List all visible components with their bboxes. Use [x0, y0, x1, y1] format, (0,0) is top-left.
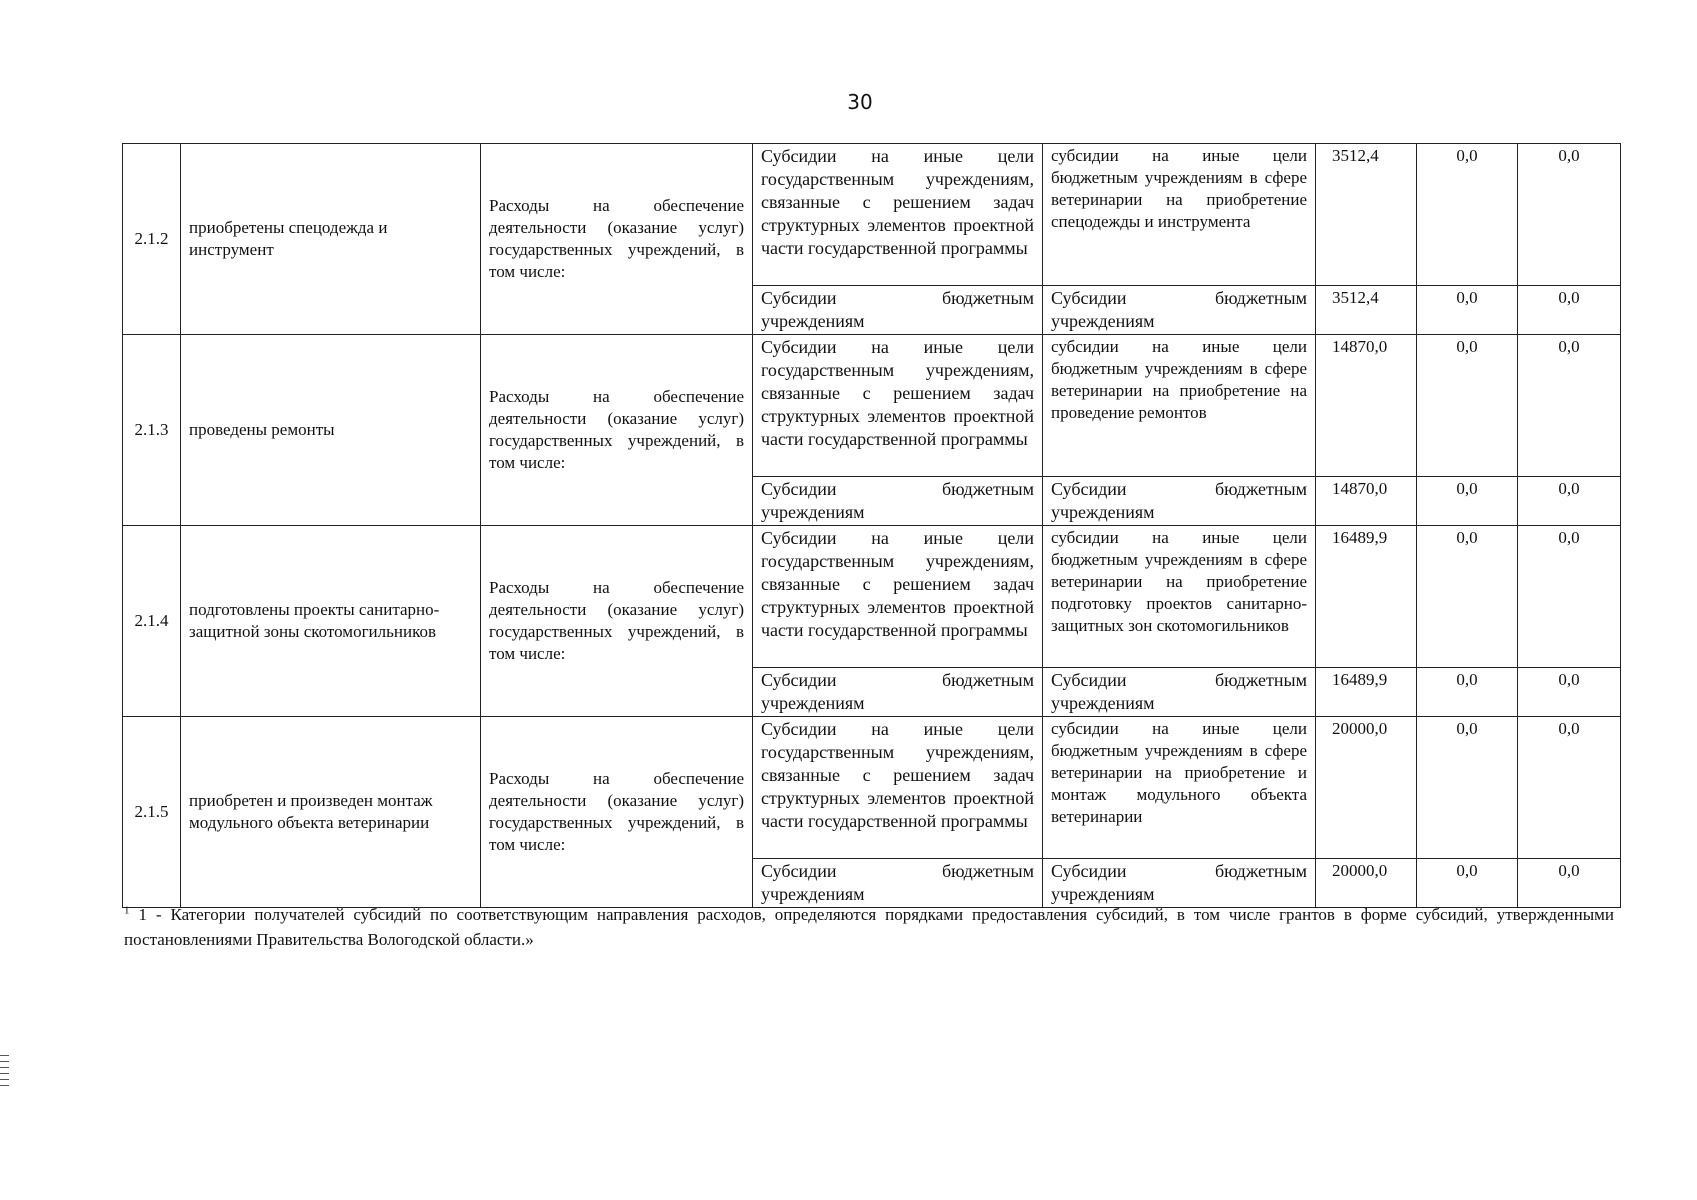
- value-year-3: 0,0: [1518, 526, 1621, 668]
- value-year-3: 0,0: [1518, 335, 1621, 477]
- funding-direction-cell: Субсидии бюджетным учреждениям: [1043, 859, 1316, 908]
- value-year-2: 0,0: [1417, 668, 1518, 717]
- funding-direction-cell: Субсидии бюджетным учреждениям: [1043, 477, 1316, 526]
- expense-cell: Расходы на обеспечение деятельности (оказание услуг) государственных учреждений, в том числе:: [481, 717, 753, 908]
- funding-direction-cell: субсидии на иные цели бюджетным учреждениям в сфере ветеринарии на приобретение на проведение ремонтов: [1043, 335, 1316, 477]
- value-year-2: 0,0: [1417, 477, 1518, 526]
- funding-source-cell: Субсидии на иные цели государственным учреждениям, связанные с решением задач структурных элементов проектной части государственной программы: [753, 717, 1043, 859]
- expense-cell: Расходы на обеспечение деятельности (оказание услуг) государственных учреждений, в том числе:: [481, 526, 753, 717]
- funding-source-cell: Субсидии бюджетным учреждениям: [753, 668, 1043, 717]
- funding-direction-cell: субсидии на иные цели бюджетным учреждениям в сфере ветеринарии на приобретение спецодежды и инструмента: [1043, 144, 1316, 286]
- margin-marks: [0, 1055, 10, 1091]
- funding-source-cell: Субсидии на иные цели государственным учреждениям, связанные с решением задач структурных элементов проектной части государственной программы: [753, 144, 1043, 286]
- value-year-1: 16489,9: [1316, 668, 1417, 717]
- value-year-3: 0,0: [1518, 477, 1621, 526]
- funding-source-cell: Субсидии на иные цели государственным учреждениям, связанные с решением задач структурных элементов проектной части государственной программы: [753, 526, 1043, 668]
- value-year-3: 0,0: [1518, 286, 1621, 335]
- table-row: [123, 335, 1621, 477]
- value-year-1: 16489,9: [1316, 526, 1417, 668]
- value-year-1: 3512,4: [1316, 144, 1417, 286]
- value-year-3: 0,0: [1518, 668, 1621, 717]
- result-cell: приобретены спецодежда и инструмент: [181, 144, 481, 335]
- footnote-mark: 1: [124, 904, 130, 917]
- value-year-3: 0,0: [1518, 717, 1621, 859]
- funding-source-cell: Субсидии бюджетным учреждениям: [753, 859, 1043, 908]
- expenditure-table: [122, 143, 1621, 908]
- table-row: [123, 717, 1621, 859]
- funding-direction-cell: Субсидии бюджетным учреждениям: [1043, 286, 1316, 335]
- row-number: 2.1.5: [123, 717, 181, 908]
- result-cell: проведены ремонты: [181, 335, 481, 526]
- value-year-2: 0,0: [1417, 335, 1518, 477]
- funding-source-cell: Субсидии бюджетным учреждениям: [753, 286, 1043, 335]
- value-year-1: 20000,0: [1316, 717, 1417, 859]
- row-number: 2.1.3: [123, 335, 181, 526]
- value-year-1: 14870,0: [1316, 335, 1417, 477]
- value-year-2: 0,0: [1417, 859, 1518, 908]
- value-year-2: 0,0: [1417, 717, 1518, 859]
- result-cell: приобретен и произведен монтаж модульного объекта ветеринарии: [181, 717, 481, 908]
- value-year-1: 20000,0: [1316, 859, 1417, 908]
- value-year-1: 14870,0: [1316, 477, 1417, 526]
- expense-cell: Расходы на обеспечение деятельности (оказание услуг) государственных учреждений, в том числе:: [481, 335, 753, 526]
- table-row: [123, 526, 1621, 668]
- page-number: 30: [847, 90, 873, 114]
- value-year-2: 0,0: [1417, 526, 1518, 668]
- funding-direction-cell: субсидии на иные цели бюджетным учреждениям в сфере ветеринарии на приобретение и монтаж модульного объекта ветеринарии: [1043, 717, 1316, 859]
- footnote-text: 1 - Категории получателей субсидий по соответствующим направления расходов, определяются порядками предоставления субсидий, в том числе грантов в форме субсидий, утвержденными постановлениями Правительства Вологодской области.»: [124, 905, 1615, 949]
- funding-source-cell: Субсидии на иные цели государственным учреждениям, связанные с решением задач структурных элементов проектной части государственной программы: [753, 335, 1043, 477]
- row-number: 2.1.4: [123, 526, 181, 717]
- value-year-3: 0,0: [1518, 859, 1621, 908]
- value-year-3: 0,0: [1518, 144, 1621, 286]
- result-cell: подготовлены проекты санитарно-защитной зоны скотомогильников: [181, 526, 481, 717]
- row-number: 2.1.2: [123, 144, 181, 335]
- value-year-2: 0,0: [1417, 286, 1518, 335]
- footnote: [124, 902, 1614, 952]
- value-year-1: 3512,4: [1316, 286, 1417, 335]
- expense-cell: Расходы на обеспечение деятельности (оказание услуг) государственных учреждений, в том числе:: [481, 144, 753, 335]
- funding-source-cell: Субсидии бюджетным учреждениям: [753, 477, 1043, 526]
- funding-direction-cell: субсидии на иные цели бюджетным учреждениям в сфере ветеринарии на приобретение подготовку проектов санитарно-защитных зон скотомогильников: [1043, 526, 1316, 668]
- funding-direction-cell: Субсидии бюджетным учреждениям: [1043, 668, 1316, 717]
- table-row: [123, 144, 1621, 286]
- value-year-2: 0,0: [1417, 144, 1518, 286]
